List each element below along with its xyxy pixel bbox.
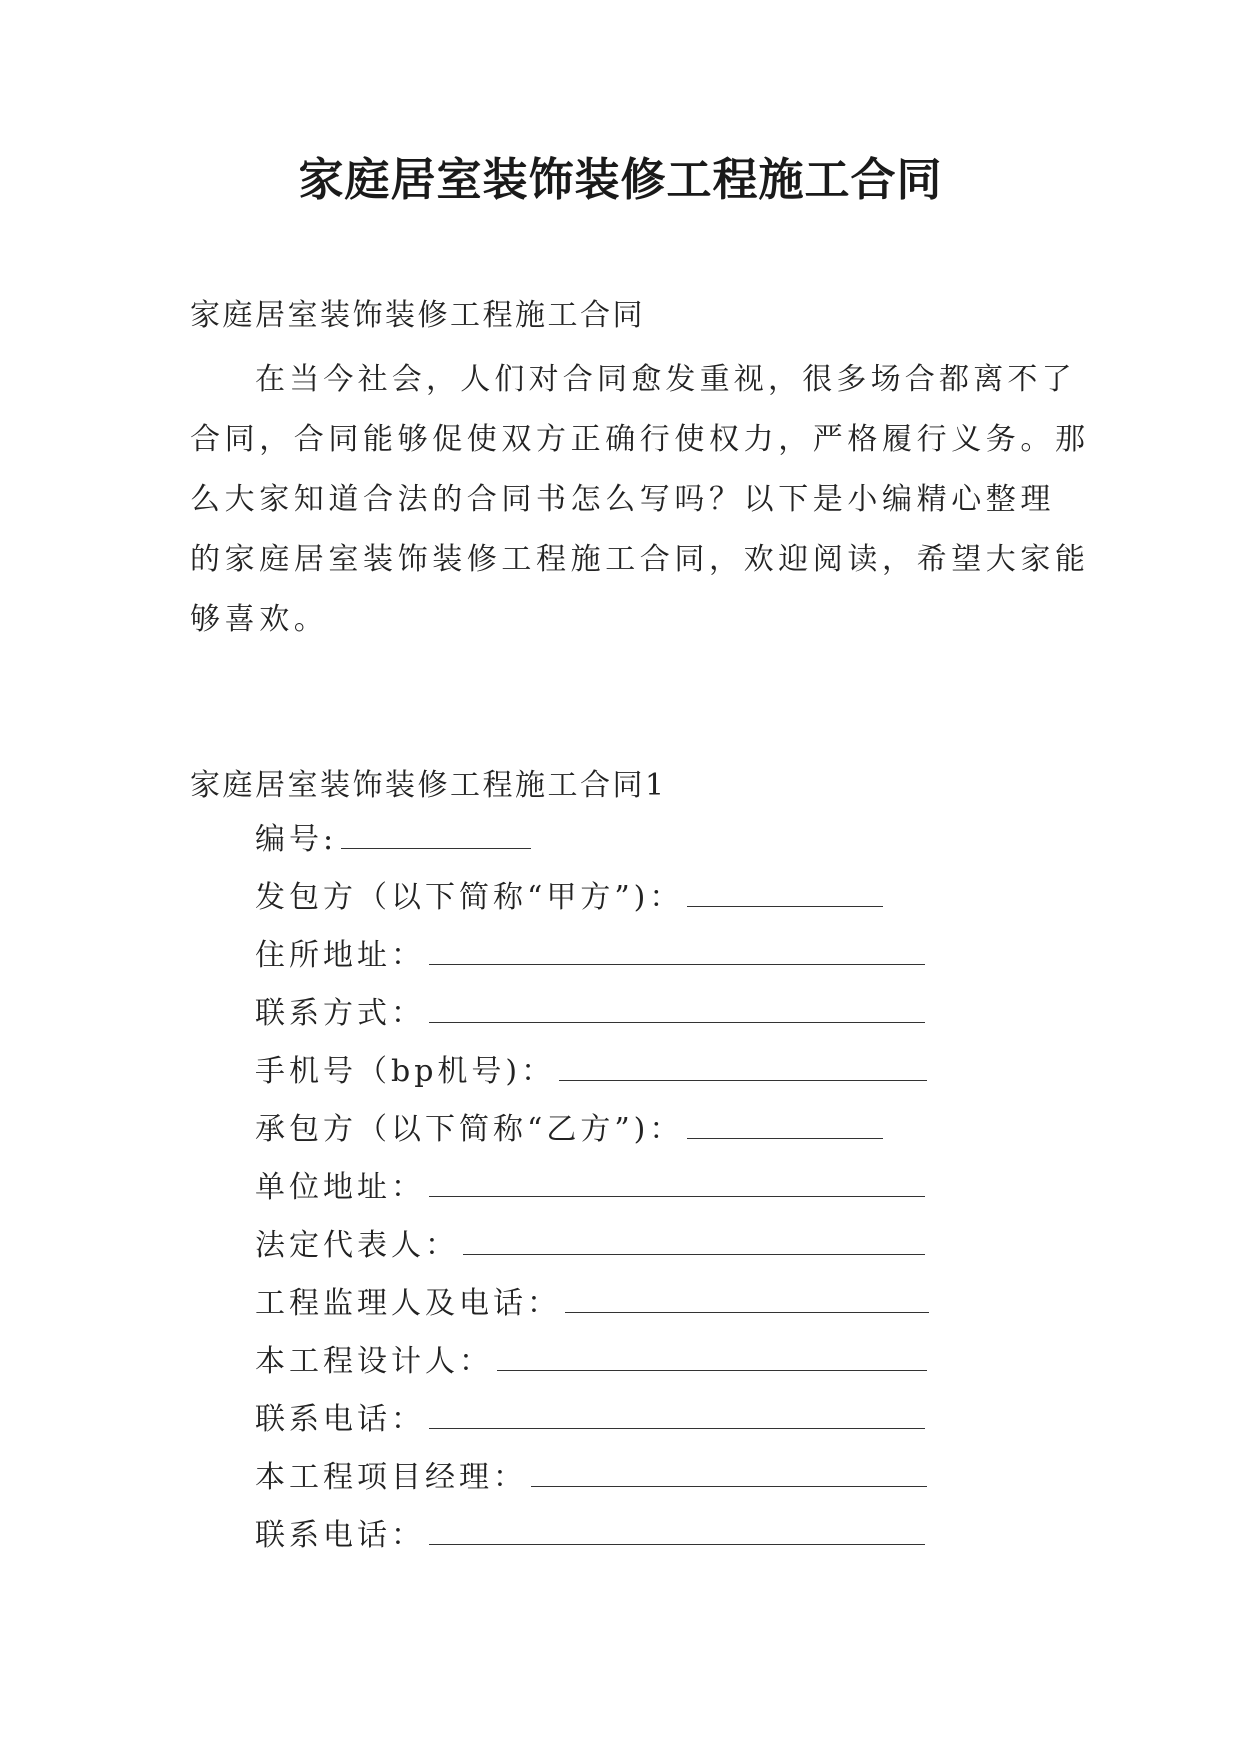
form-field-project-manager <box>255 1458 927 1498</box>
fill-blank <box>559 1058 927 1081</box>
form-field-address <box>255 936 925 976</box>
fill-blank <box>429 1174 925 1197</box>
field-label: 法定代表人： <box>255 1228 459 1263</box>
intro-line: 合同，合同能够促使双方正确行使权力，严格履行义务。那 <box>190 422 1090 457</box>
fill-blank <box>531 1464 927 1487</box>
field-label: 单位地址： <box>255 1170 425 1205</box>
document-title: 家庭居室装饰装修工程施工合同 <box>298 153 943 206</box>
fill-blank <box>341 826 531 849</box>
fill-blank <box>429 1406 925 1429</box>
field-label: 工程监理人及电话： <box>255 1286 561 1321</box>
field-label: 本工程设计人： <box>255 1344 493 1379</box>
fill-blank <box>687 884 883 907</box>
form-field-unit-address <box>255 1168 925 1208</box>
field-label: 编号: <box>255 822 338 857</box>
field-label: 联系电话： <box>255 1518 425 1553</box>
document-subtitle: 家庭居室装饰装修工程施工合同 <box>190 298 645 333</box>
form-field-mobile <box>255 1052 927 1092</box>
fill-blank <box>429 1000 925 1023</box>
intro-line: 的家庭居室装饰装修工程施工合同，欢迎阅读，希望大家能 <box>190 542 1090 577</box>
intro-paragraph <box>190 350 1090 650</box>
form-field-contact <box>255 994 925 1034</box>
field-label: 联系电话： <box>255 1402 425 1437</box>
fill-blank <box>497 1348 927 1371</box>
form-field-number <box>255 820 531 860</box>
fill-blank <box>429 1522 925 1545</box>
field-label: 联系方式： <box>255 996 425 1031</box>
field-label: 本工程项目经理： <box>255 1460 527 1495</box>
form-field-phone-2 <box>255 1516 925 1556</box>
form-field-phone <box>255 1400 925 1440</box>
field-label: 承包方（以下简称“乙方”)： <box>255 1112 684 1147</box>
intro-line: 么大家知道合法的合同书怎么写吗？以下是小编精心整理 <box>190 482 1055 517</box>
field-label: 住所地址： <box>255 938 425 973</box>
fill-blank <box>687 1116 883 1139</box>
form-field-party-a <box>255 878 883 918</box>
fill-blank <box>429 942 925 965</box>
field-label: 手机号（bp机号)： <box>255 1054 556 1089</box>
intro-line: 够喜欢。 <box>190 602 329 637</box>
fill-blank <box>565 1290 929 1313</box>
form-field-supervisor <box>255 1284 929 1324</box>
form-field-designer <box>255 1342 927 1382</box>
intro-line: 在当今社会，人们对合同愈发重视，很多场合都离不了 <box>255 362 1076 397</box>
section-heading: 家庭居室装饰装修工程施工合同1 <box>190 768 667 803</box>
form-field-party-b <box>255 1110 883 1150</box>
fill-blank <box>463 1232 925 1255</box>
form-field-legal-rep <box>255 1226 925 1266</box>
field-label: 发包方（以下简称“甲方”)： <box>255 880 684 915</box>
